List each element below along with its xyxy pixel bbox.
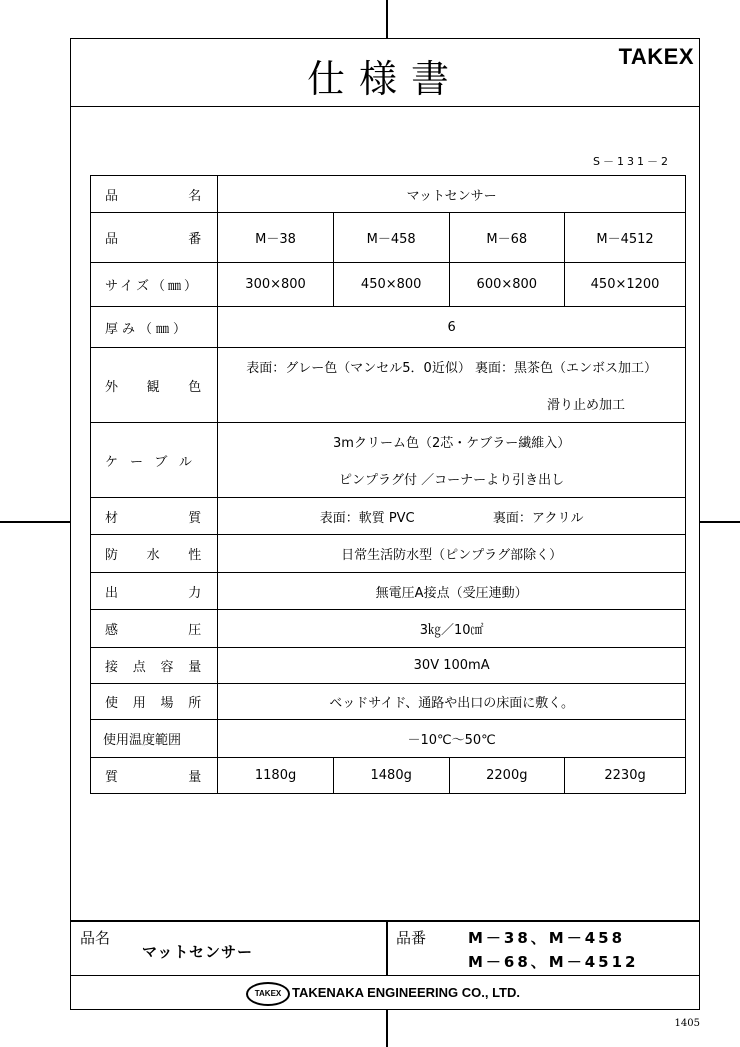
table-row: [91, 648, 686, 684]
label-model: 品 番: [91, 213, 218, 263]
pressure-value: 3㎏／10㎠: [218, 610, 686, 648]
footer-name-value: マットセンサー: [142, 943, 253, 961]
thickness-value: 6: [218, 307, 686, 348]
material-value: [218, 498, 686, 535]
table-row: [91, 610, 686, 648]
appearance-line2: 滑り止め加工: [546, 398, 625, 413]
table-row: [91, 498, 686, 535]
model-cell: M－38: [218, 213, 334, 263]
label-contact: 接 点 容 量: [91, 648, 218, 684]
brand-logo: TAKEX: [618, 44, 694, 69]
location-value: ベッドサイド、通路や出口の床面に敷く。: [218, 684, 686, 720]
document-number: S－131－2: [593, 155, 671, 168]
table-row: [91, 720, 686, 758]
table-row: [91, 758, 686, 794]
label-waterproof: 防 水 性: [91, 535, 218, 573]
label-temperature: 使用温度範囲: [91, 720, 218, 758]
product-name-value: マットセンサー: [218, 176, 686, 213]
company-logo: TAKEX: [246, 982, 290, 1006]
weight-cell: 1180g: [218, 758, 334, 794]
table-row: [91, 307, 686, 348]
model-cell: M－458: [333, 213, 449, 263]
company-block: [70, 975, 700, 1010]
table-row: [91, 573, 686, 610]
table-row: [91, 348, 686, 423]
label-size: サイズ（㎜）: [91, 263, 218, 307]
footer-model-label: 品番: [396, 929, 427, 947]
company-name: TAKENAKA ENGINEERING CO., LTD.: [292, 985, 520, 1000]
crop-mark-left: [0, 521, 70, 523]
table-row: [91, 213, 686, 263]
size-cell: 600×800: [449, 263, 565, 307]
cable-line1: 3mクリーム色（2芯・ケブラー繊維入）: [333, 436, 571, 451]
weight-cell: 1480g: [333, 758, 449, 794]
label-pressure: 感 圧: [91, 610, 218, 648]
weight-cell: 2230g: [565, 758, 686, 794]
label-output: 出 力: [91, 573, 218, 610]
table-row: [91, 684, 686, 720]
footer-name-label: 品名: [80, 929, 111, 947]
output-value: 無電圧A接点（受圧連動）: [218, 573, 686, 610]
crop-mark-right: [700, 521, 740, 523]
label-material: 材 質: [91, 498, 218, 535]
footer-model-line2: M－68、M－4512: [468, 953, 639, 971]
size-cell: 450×1200: [565, 263, 686, 307]
model-cell: M－4512: [565, 213, 686, 263]
temperature-value: －10℃～50℃: [218, 720, 686, 758]
title-block-divider: [386, 920, 388, 975]
label-appearance: 外 観 色: [91, 348, 218, 423]
contact-value: 30V 100mA: [218, 648, 686, 684]
size-cell: 450×800: [333, 263, 449, 307]
label-product-name: 品 名: [91, 176, 218, 213]
table-row: [91, 263, 686, 307]
cable-value: [218, 423, 686, 498]
appearance-value: [218, 348, 686, 423]
table-row: [91, 535, 686, 573]
cable-line2: ピンプラグ付 ／コーナーより引き出し: [339, 473, 565, 488]
label-thickness: 厚み（㎜）: [91, 307, 218, 348]
appearance-line1: 表面：グレー色（マンセル5．0近似） 裏面：黒茶色（エンボス加工）: [246, 361, 657, 376]
table-row: [91, 423, 686, 498]
material-front: 表面：軟質 PVC: [319, 510, 415, 526]
size-cell: 300×800: [218, 263, 334, 307]
page-title: 仕様書: [306, 57, 463, 101]
title-block-top-line: [70, 920, 700, 922]
crop-mark-bottom: [386, 1010, 388, 1047]
material-back: 裏面：アクリル: [492, 510, 584, 526]
label-weight: 質 量: [91, 758, 218, 794]
waterproof-value: 日常生活防水型（ピンプラグ部除く）: [218, 535, 686, 573]
crop-mark-top: [386, 0, 388, 38]
model-cell: M－68: [449, 213, 565, 263]
title-row: [70, 38, 700, 107]
label-cable: ケーブル: [91, 423, 218, 498]
page-number: 1405: [674, 1018, 700, 1029]
spec-table: [90, 175, 686, 794]
table-row: [91, 176, 686, 213]
label-location: 使 用 場 所: [91, 684, 218, 720]
weight-cell: 2200g: [449, 758, 565, 794]
footer-model-line1: M－38、M－458: [468, 929, 626, 947]
